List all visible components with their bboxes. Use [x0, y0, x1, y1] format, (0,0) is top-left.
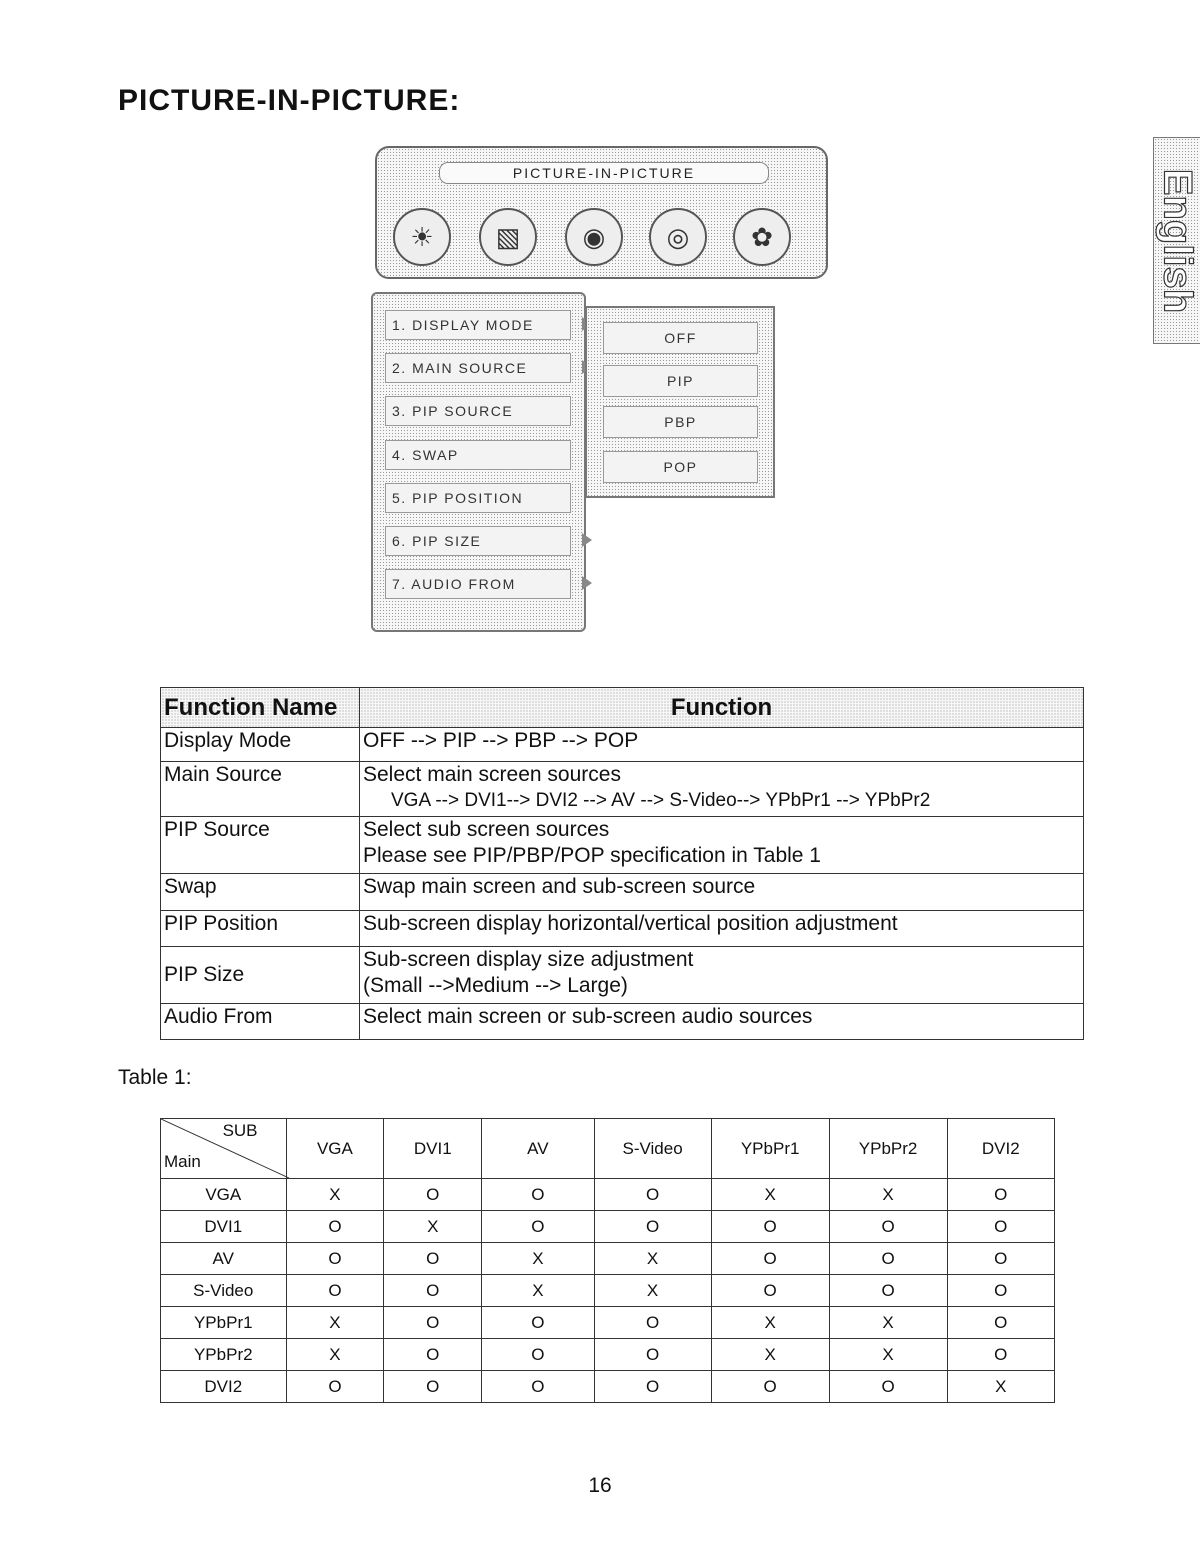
function-table — [160, 687, 1084, 1040]
menu-item-label: 5. PIP POSITION — [392, 490, 524, 506]
menu-item[interactable] — [385, 310, 571, 340]
function-description-line: Select sub screen sources — [363, 818, 610, 841]
function-name-cell: PIP Size — [161, 947, 360, 1004]
function-name-cell: PIP Source — [161, 817, 360, 874]
column-header: DVI2 — [947, 1119, 1054, 1179]
table-row — [161, 728, 1084, 762]
compatibility-cell: O — [384, 1339, 482, 1371]
compatibility-cell: X — [286, 1179, 384, 1211]
compatibility-cell: X — [286, 1307, 384, 1339]
column-header: VGA — [286, 1119, 384, 1179]
compatibility-cell: O — [482, 1211, 594, 1243]
function-description-line: (Small -->Medium --> Large) — [363, 974, 628, 997]
column-header: DVI1 — [384, 1119, 482, 1179]
compatibility-cell: O — [594, 1307, 711, 1339]
function-description-cell — [360, 817, 1084, 874]
function-description-cell — [360, 1004, 1084, 1040]
submenu-option[interactable]: OFF — [603, 322, 758, 354]
row-header: AV — [161, 1243, 287, 1275]
table-row — [161, 1211, 1055, 1243]
submenu-option[interactable]: PBP — [603, 406, 758, 438]
compatibility-cell: X — [711, 1307, 829, 1339]
compatibility-cell: O — [594, 1371, 711, 1403]
function-name-cell: Main Source — [161, 762, 360, 817]
compatibility-cell: O — [594, 1339, 711, 1371]
function-description-line: Select main screen sources — [363, 763, 621, 786]
brightness-icon[interactable]: ☀ — [393, 208, 451, 266]
settings-icon[interactable]: ✿ — [733, 208, 791, 266]
page-number: 16 — [588, 1474, 612, 1497]
compatibility-cell: X — [482, 1243, 594, 1275]
compatibility-cell: O — [829, 1275, 947, 1307]
table-row — [161, 762, 1084, 817]
compatibility-cell: O — [711, 1275, 829, 1307]
menu-item-label: 6. PIP SIZE — [392, 533, 482, 549]
column-header: YPbPr2 — [829, 1119, 947, 1179]
function-description-cell — [360, 911, 1084, 947]
osd-submenu-panel — [585, 306, 775, 498]
menu-item-label: 7. AUDIO FROM — [392, 576, 516, 592]
menu-item-label: 1. DISPLAY MODE — [392, 317, 534, 333]
compatibility-table — [160, 1118, 1055, 1403]
menu-item-label: 4. SWAP — [392, 447, 459, 463]
compatibility-cell: X — [829, 1339, 947, 1371]
compatibility-cell: O — [947, 1339, 1054, 1371]
arrow-right-icon — [582, 576, 592, 590]
compatibility-cell: O — [829, 1371, 947, 1403]
table-row — [161, 817, 1084, 874]
compatibility-cell: O — [829, 1243, 947, 1275]
table-row — [161, 1004, 1084, 1040]
table-row — [161, 1275, 1055, 1307]
compatibility-cell: X — [711, 1179, 829, 1211]
compatibility-cell: O — [384, 1371, 482, 1403]
menu-item[interactable] — [385, 440, 571, 470]
compatibility-cell: X — [594, 1243, 711, 1275]
column-header: S-Video — [594, 1119, 711, 1179]
page-title: PICTURE-IN-PICTURE: — [118, 84, 461, 117]
compatibility-cell: X — [594, 1275, 711, 1307]
compatibility-cell: O — [286, 1211, 384, 1243]
function-description-cell — [360, 874, 1084, 911]
function-description-line: Please see PIP/PBP/POP specification in Table 1 — [363, 844, 821, 867]
compatibility-cell: O — [384, 1179, 482, 1211]
menu-item-label: 3. PIP SOURCE — [392, 403, 514, 419]
osd-header-panel — [375, 146, 828, 279]
function-description-line: Swap main screen and sub-screen source — [363, 875, 756, 898]
function-header: Function — [360, 688, 1084, 728]
table-row — [161, 1243, 1055, 1275]
function-name-cell: Swap — [161, 874, 360, 911]
row-header: S-Video — [161, 1275, 287, 1307]
camera-icon[interactable]: ◉ — [565, 208, 623, 266]
compatibility-cell: X — [829, 1307, 947, 1339]
function-description-cell — [360, 762, 1084, 817]
function-description-line: OFF --> PIP --> PBP --> POP — [363, 729, 639, 752]
language-tab — [1153, 137, 1200, 344]
osd-title: PICTURE-IN-PICTURE — [439, 162, 769, 184]
compatibility-cell: O — [594, 1179, 711, 1211]
function-description-line: Sub-screen display horizontal/vertical position adjustment — [363, 912, 898, 935]
submenu-option[interactable]: POP — [603, 451, 758, 483]
compatibility-cell: O — [384, 1275, 482, 1307]
compatibility-cell: O — [947, 1179, 1054, 1211]
compatibility-cell: O — [286, 1243, 384, 1275]
table-row — [161, 1307, 1055, 1339]
compatibility-cell: X — [286, 1339, 384, 1371]
function-description-cell — [360, 947, 1084, 1004]
language-tab-label: English — [1155, 168, 1200, 313]
function-description-cell — [360, 728, 1084, 762]
compatibility-cell: X — [384, 1211, 482, 1243]
compatibility-cell: O — [947, 1275, 1054, 1307]
compatibility-cell: O — [384, 1243, 482, 1275]
compatibility-cell: O — [947, 1307, 1054, 1339]
function-name-header: Function Name — [161, 688, 360, 728]
column-header: AV — [482, 1119, 594, 1179]
compatibility-cell: O — [947, 1211, 1054, 1243]
compatibility-cell: O — [947, 1243, 1054, 1275]
column-header: YPbPr1 — [711, 1119, 829, 1179]
compatibility-cell: O — [286, 1275, 384, 1307]
menu-item[interactable] — [385, 526, 571, 556]
menu-item[interactable] — [385, 483, 571, 513]
function-description-line: Select main screen or sub-screen audio sources — [363, 1005, 813, 1028]
function-description-line: VGA --> DVI1--> DVI2 --> AV --> S-Video--> YPbPr1 --> YPbPr2 — [391, 790, 931, 811]
compatibility-cell: O — [711, 1371, 829, 1403]
compatibility-cell: X — [482, 1275, 594, 1307]
compatibility-cell: X — [947, 1371, 1054, 1403]
arrow-right-icon — [582, 533, 592, 547]
row-header: YPbPr2 — [161, 1339, 287, 1371]
table-row — [161, 947, 1084, 1004]
menu-item[interactable] — [385, 396, 571, 426]
function-description-line: Sub-screen display size adjustment — [363, 948, 694, 971]
compatibility-cell: O — [286, 1371, 384, 1403]
compatibility-cell: X — [711, 1339, 829, 1371]
compatibility-cell: O — [711, 1243, 829, 1275]
row-header: YPbPr1 — [161, 1307, 287, 1339]
osd-menu-panel — [371, 292, 586, 632]
function-name-cell: Display Mode — [161, 728, 360, 762]
compatibility-cell: O — [711, 1211, 829, 1243]
row-header: DVI1 — [161, 1211, 287, 1243]
table-row — [161, 1339, 1055, 1371]
function-name-cell: PIP Position — [161, 911, 360, 947]
disc-icon[interactable]: ◎ — [649, 208, 707, 266]
menu-item[interactable] — [385, 569, 571, 599]
compatibility-cell: O — [482, 1179, 594, 1211]
row-header: VGA — [161, 1179, 287, 1211]
compatibility-cell: O — [384, 1307, 482, 1339]
menu-item-label: 2. MAIN SOURCE — [392, 360, 528, 376]
compatibility-cell: O — [482, 1339, 594, 1371]
image-icon[interactable]: ▧ — [479, 208, 537, 266]
corner-cell — [161, 1119, 287, 1179]
menu-item[interactable] — [385, 353, 571, 383]
table1-label: Table 1: — [118, 1066, 192, 1089]
table-row — [161, 911, 1084, 947]
compatibility-cell: O — [482, 1307, 594, 1339]
table-row — [161, 1371, 1055, 1403]
corner-sub-label: SUB — [222, 1121, 258, 1140]
table-row — [161, 874, 1084, 911]
table-row — [161, 1179, 1055, 1211]
corner-main-label: Main — [164, 1152, 201, 1171]
submenu-option[interactable]: PIP — [603, 365, 758, 397]
compatibility-cell: O — [829, 1211, 947, 1243]
function-name-cell: Audio From — [161, 1004, 360, 1040]
compatibility-cell: O — [594, 1211, 711, 1243]
compatibility-cell: O — [482, 1371, 594, 1403]
row-header: DVI2 — [161, 1371, 287, 1403]
compatibility-cell: X — [829, 1179, 947, 1211]
